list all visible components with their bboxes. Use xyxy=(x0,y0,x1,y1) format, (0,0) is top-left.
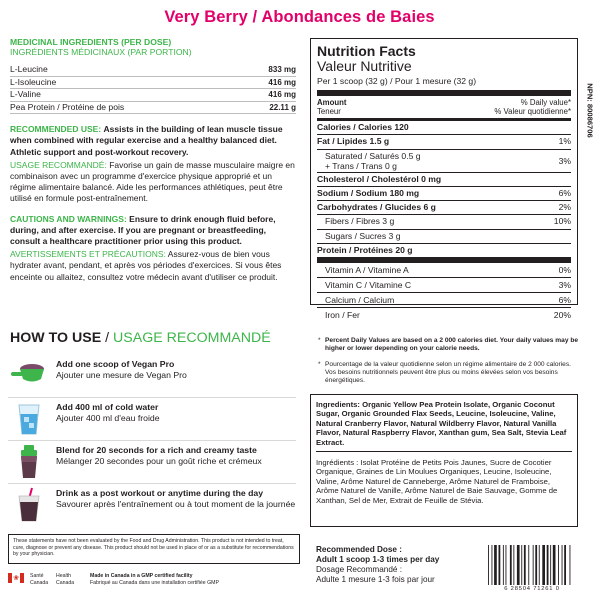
nutrient-dv: 3% xyxy=(558,155,571,166)
dose-label: Recommended Dose : xyxy=(316,545,402,554)
medicinal-amount: 833 mg xyxy=(268,65,296,74)
amount-label-fr: Teneur xyxy=(317,107,341,116)
medicinal-row xyxy=(10,89,296,102)
dose-value-fr: Adulte 1 mesure 1-3 fois par jour xyxy=(316,575,435,584)
vitamin-label: Calcium / Calcium xyxy=(325,295,395,306)
nutrient-label: Carbohydrates / Glucides 6 g xyxy=(317,202,436,213)
amount-header xyxy=(317,96,571,121)
step-text: Add one scoop of Vegan Pro xyxy=(56,359,175,369)
ingredients-text: Ingredients: Organic Yellow Pea Protein Isolate, Organic Coconut Sugar, Organic Grounded Flax Seeds, Leucine, Isoleucine, Valine, Natural Cranberry Flavor, Natural Wildberry Flavor, Natural Vanilla Flavor, Natural Raspberry Flavor, Xanthan gum, Sea Salt, Stevia Leaf Extract. xyxy=(316,400,572,452)
serving-size: Per 1 scoop (32 g) / Pour 1 mesure (32 g) xyxy=(317,76,571,96)
nutrient-dv: 10% xyxy=(553,216,571,227)
health-canada-label: Health Canada xyxy=(56,573,75,586)
scoop-icon xyxy=(8,358,50,394)
nutrition-facts-table xyxy=(310,38,578,321)
nutrient-label: Sugars / Sucres 3 g xyxy=(325,230,401,241)
medicinal-row xyxy=(10,102,296,115)
medicinal-heading: MEDICINAL INGREDIENTS (PER DOSE) xyxy=(10,37,172,47)
nutrient-dv: 2% xyxy=(558,202,571,213)
medicinal-amount: 22.11 g xyxy=(269,102,296,112)
step-text-fr: Ajouter une mesure de Vegan Pro xyxy=(56,370,187,380)
nutrient-dv: 6% xyxy=(558,187,571,198)
vitamin-label: Vitamin A / Vitamine A xyxy=(325,265,409,276)
made-in-canada-fr: Fabriqué au Canada dans une installation certifiée GMP xyxy=(90,579,219,586)
amount-label: Amount xyxy=(317,98,347,107)
recommended-use-text: Assists in the building of lean muscle tissue when combined with regular exercise and a healthy balanced diet. Athletic support and post-workout recovery. xyxy=(10,124,283,157)
sante-canada-label: Santé Canada xyxy=(30,573,49,586)
water-glass-icon xyxy=(8,401,50,437)
vitamin-dv: 3% xyxy=(558,280,571,291)
medicinal-row xyxy=(10,64,296,77)
canada-flag-icon: ❀ xyxy=(8,573,24,583)
ingredients-text-fr: Ingrédients : Isolat Protéine de Petits Pois Jaunes, Sucre de Cocotier Organique, Graines de Lin Moulues Organiques, Leucine, Isoleucine, Valine, Arôme Naturel de Canneberge, Arôme Naturel de Framboise, Arôme Naturel de Vanille, Arôme Naturel de Baie Sauvage, Gomme de Xanthan, Sel de Mer, Extrait de Feuille de Stévia. xyxy=(316,458,558,505)
cautions-text-fr: Assurez-vous de bien vous hydrater avant, pendant, et après vos périodes d'exercices. Si vous êtes enceinte ou allaitez, consultez votre médecin avant d'utiliser ce produit. xyxy=(10,249,282,282)
nutrient-label: Saturated / Saturés 0.5 g xyxy=(325,150,421,161)
medicinal-name: L-Isoleucine xyxy=(10,76,57,87)
shaker-bottle-icon xyxy=(8,444,50,480)
step-item xyxy=(8,441,296,484)
recommended-use-label-fr: USAGE RECOMMANDÉ: xyxy=(10,159,107,170)
nutrient-row-saturated xyxy=(317,150,571,173)
medicinal-table xyxy=(10,64,296,114)
vitamin-label: Iron / Fer xyxy=(325,310,360,321)
cautions-label: CAUTIONS AND WARNINGS: xyxy=(10,214,127,225)
recommended-use-section xyxy=(10,124,296,204)
nutrient-row-protein xyxy=(317,244,571,257)
nutrient-row-fibers xyxy=(317,215,571,229)
cautions-section xyxy=(10,214,296,283)
dose-label-fr: Dosage Recommandé : xyxy=(316,565,403,574)
footer-certification xyxy=(8,573,219,586)
vitamin-row xyxy=(317,308,571,322)
cautions-label-fr: AVERTISSEMENTS ET PRÉCAUTIONS: xyxy=(10,249,166,260)
vitamin-row xyxy=(317,263,571,278)
step-item xyxy=(8,484,296,527)
medicinal-heading-fr: INGRÉDIENTS MÉDICINAUX (PAR PORTION) xyxy=(10,47,192,57)
medicinal-amount: 416 mg xyxy=(268,77,296,87)
nutrient-row-cholesterol xyxy=(317,173,571,187)
nutrient-label: Cholesterol / Cholestérol 0 mg xyxy=(317,173,442,184)
dose-value: Adult 1 scoop 1-3 times per day xyxy=(316,555,440,564)
recommended-dose xyxy=(316,545,439,585)
vitamin-row xyxy=(317,293,571,308)
how-to-steps xyxy=(8,355,296,527)
fda-disclaimer: These statements have not been evaluated by the Food and Drug Administration. This product is not intended to treat, cure, diagnose or prevent any disease. This product should not be used in place of or as a substitute for recommendations by your physician. xyxy=(8,534,300,564)
medicinal-name: Pea Protein / Protéine de pois xyxy=(10,101,125,112)
step-item xyxy=(8,398,296,441)
npn-number xyxy=(582,40,598,180)
nutrient-label-trans: + Trans / Trans 0 g xyxy=(325,160,397,171)
vitamin-label: Vitamin C / Vitamine C xyxy=(325,280,412,291)
dv-label-fr: % Valeur quotidienne* xyxy=(494,107,571,116)
vitamins-block xyxy=(317,257,571,322)
step-text: Blend for 20 seconds for a rich and creamy taste xyxy=(56,445,257,455)
drink-cup-icon xyxy=(8,487,50,523)
nutrient-label: Protein / Protéines 20 g xyxy=(317,245,413,256)
vitamin-dv: 0% xyxy=(558,265,571,276)
cautions-text: Ensure to drink enough fluid before, during, and after exercise. If you are pregnant or breastfeeding, consult a healthcare practitioner prior using this product. xyxy=(10,214,276,247)
npn-text: NPN: 80086706 xyxy=(585,82,595,138)
step-text: Add 400 ml of cold water xyxy=(56,402,159,412)
how-to-use-separator: / xyxy=(105,330,110,346)
vitamin-dv: 20% xyxy=(553,310,571,321)
vitamin-dv: 6% xyxy=(558,295,571,306)
dv-label: % Daily value* xyxy=(520,98,571,107)
daily-value-notes: * Percent Daily Values are based on a 2 000 calories diet. Your daily values may be higher or lower depending on your calorie needs. * Pourcentage de la valeur quotidienne selon un régime alimentaire de 2 000 calories. Vos besoins nutritionnels peuvent être plus ou moins élevées selon vos besoins énergétiques. xyxy=(318,337,579,385)
medicinal-amount: 416 mg xyxy=(268,90,296,100)
nutrient-row-sodium xyxy=(317,187,571,201)
barcode-icon xyxy=(484,545,580,585)
recommended-use-label: RECOMMENDED USE: xyxy=(10,124,102,135)
nutrient-dv: 1% xyxy=(558,136,571,147)
product-title: Very Berry / Abondances de Baies xyxy=(164,8,435,26)
nutrient-row-calories xyxy=(317,121,571,135)
ingredients-box xyxy=(310,394,578,527)
nutrition-title-fr: Valeur Nutritive xyxy=(317,58,412,74)
step-item xyxy=(8,355,296,398)
barcode-number: 6 28504 71261 0 xyxy=(504,586,560,592)
nutrition-title: Nutrition Facts xyxy=(317,43,416,59)
dv-note: Percent Daily Values are based on a 2 000 calories diet. Your daily values may be higher or lower depending on your calorie needs. xyxy=(325,337,579,353)
nutrient-label: Fibers / Fibres 3 g xyxy=(325,216,395,227)
step-text: Drink as a post workout or anytime during the day xyxy=(56,488,264,498)
nutrient-row-sugars xyxy=(317,230,571,244)
left-column xyxy=(10,37,296,283)
medicinal-name: L-Leucine xyxy=(10,64,48,74)
nutrient-label: Fat / Lipides 1.5 g xyxy=(317,136,390,147)
nutrient-row-carbohydrates xyxy=(317,201,571,215)
recommended-use-text-fr: Favorise un gain de masse musculaire maigre en combinaison avec un programme d'exercice physique approprié et un régime alimentaire balancé. Aide les performances athlétiques, peut être utilisé en formule post-entraînement. xyxy=(10,159,295,203)
step-text-fr: Mélanger 20 secondes pour un goût riche et crémeux xyxy=(56,456,262,466)
nutrient-label: Sodium / Sodium 180 mg xyxy=(317,187,420,198)
how-to-use-heading xyxy=(10,330,271,346)
medicinal-row xyxy=(10,77,296,90)
medicinal-name: L-Valine xyxy=(10,89,41,100)
dv-note-fr: Pourcentage de la valeur quotidienne selon un régime alimentaire de 2 000 calories. Vos besoins nutritionnels peuvent être plus ou moins élevées selon vos besoins énergétiques. xyxy=(325,360,571,385)
vitamin-row xyxy=(317,278,571,293)
nutrient-row-fat xyxy=(317,135,571,149)
step-text-fr: Savourer après l'entraînement ou à tout moment de la journée xyxy=(56,499,296,509)
step-text-fr: Ajouter 400 ml d'eau froide xyxy=(56,413,160,423)
how-to-use-title: HOW TO USE xyxy=(10,330,102,346)
nutrient-label: Calories / Calories 120 xyxy=(317,122,409,132)
made-in-canada: Made in Canada in a GMP certified facility xyxy=(90,573,193,579)
how-to-use-title-fr: USAGE RECOMMANDÉ xyxy=(113,330,271,346)
